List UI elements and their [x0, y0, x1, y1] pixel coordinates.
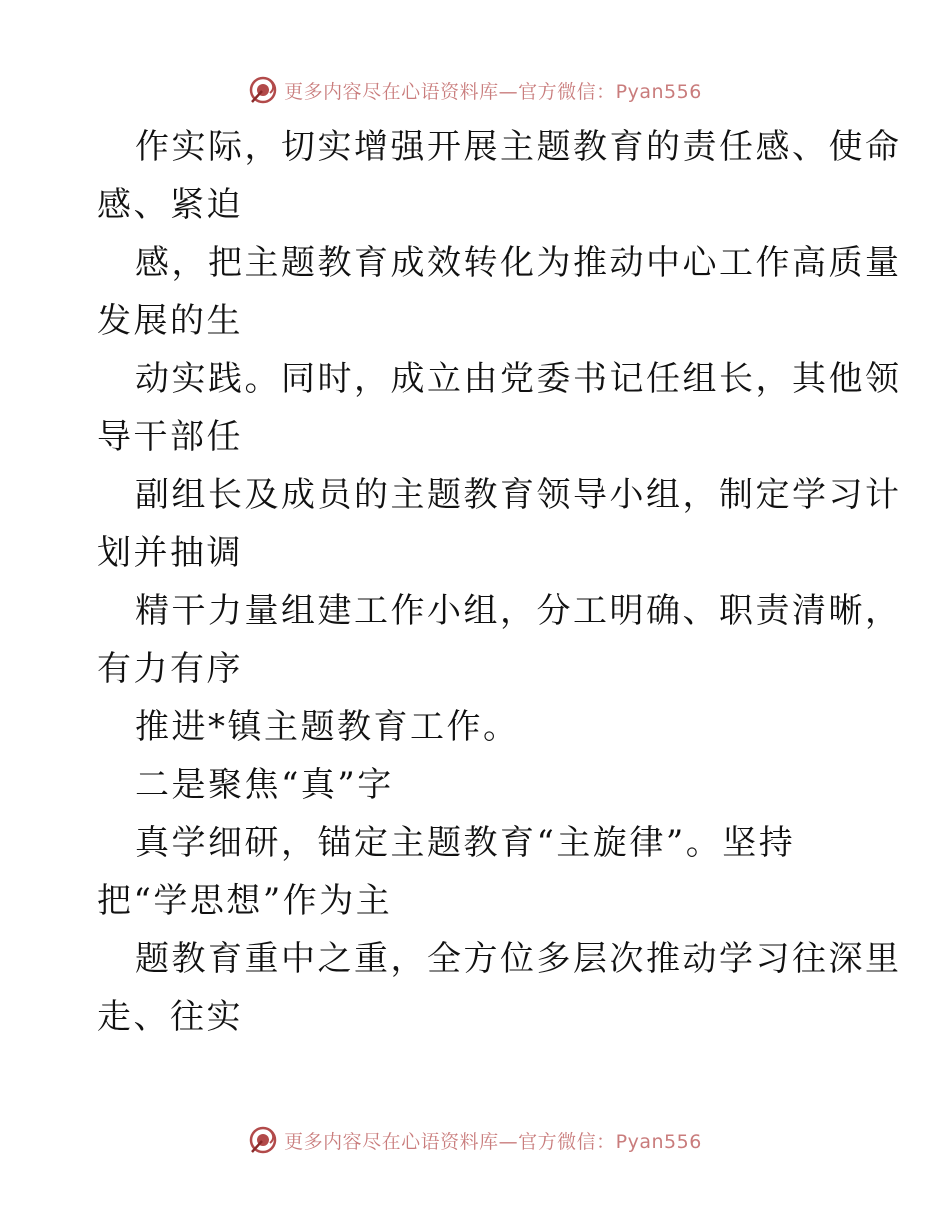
body-line: 题教育重中之重，全方位多层次推动学习往深里: [135, 939, 902, 979]
body-line: 划并抽调: [97, 533, 243, 573]
body-line: 动实践。同时，成立由党委书记任组长，其他领: [135, 359, 902, 399]
body-line: 副组长及成员的主题教育领导小组，制定学习计: [135, 475, 902, 515]
body-line: 精干力量组建工作小组，分工明确、职责清晰，: [135, 591, 902, 631]
body-line: 感、紧迫: [97, 185, 243, 225]
quill-seal-icon: [248, 75, 278, 105]
body-line: 发展的生: [97, 301, 243, 341]
header-watermark: [0, 73, 950, 107]
body-line: 有力有序: [97, 649, 243, 689]
body-line: 推进*镇主题教育工作。: [135, 707, 520, 747]
body-line: 作实际，切实增强开展主题教育的责任感、使命: [135, 127, 902, 167]
body-line: 真学细研，锚定主题教育“主旋律”。坚持: [135, 823, 796, 863]
body-line: 导干部任: [97, 417, 243, 457]
watermark-text: 更多内容尽在心语资料库—官方微信：Pyan556: [284, 80, 702, 103]
section-heading: 二是聚焦“真”字: [135, 765, 394, 805]
body-line: 把“学思想”作为主: [97, 881, 393, 921]
body-line: 走、往实: [97, 997, 243, 1037]
quill-seal-icon: [248, 1125, 278, 1155]
footer-watermark: [0, 1123, 950, 1157]
watermark-text: 更多内容尽在心语资料库—官方微信：Pyan556: [284, 1130, 702, 1153]
body-line: 感，把主题教育成效转化为推动中心工作高质量: [135, 243, 902, 283]
